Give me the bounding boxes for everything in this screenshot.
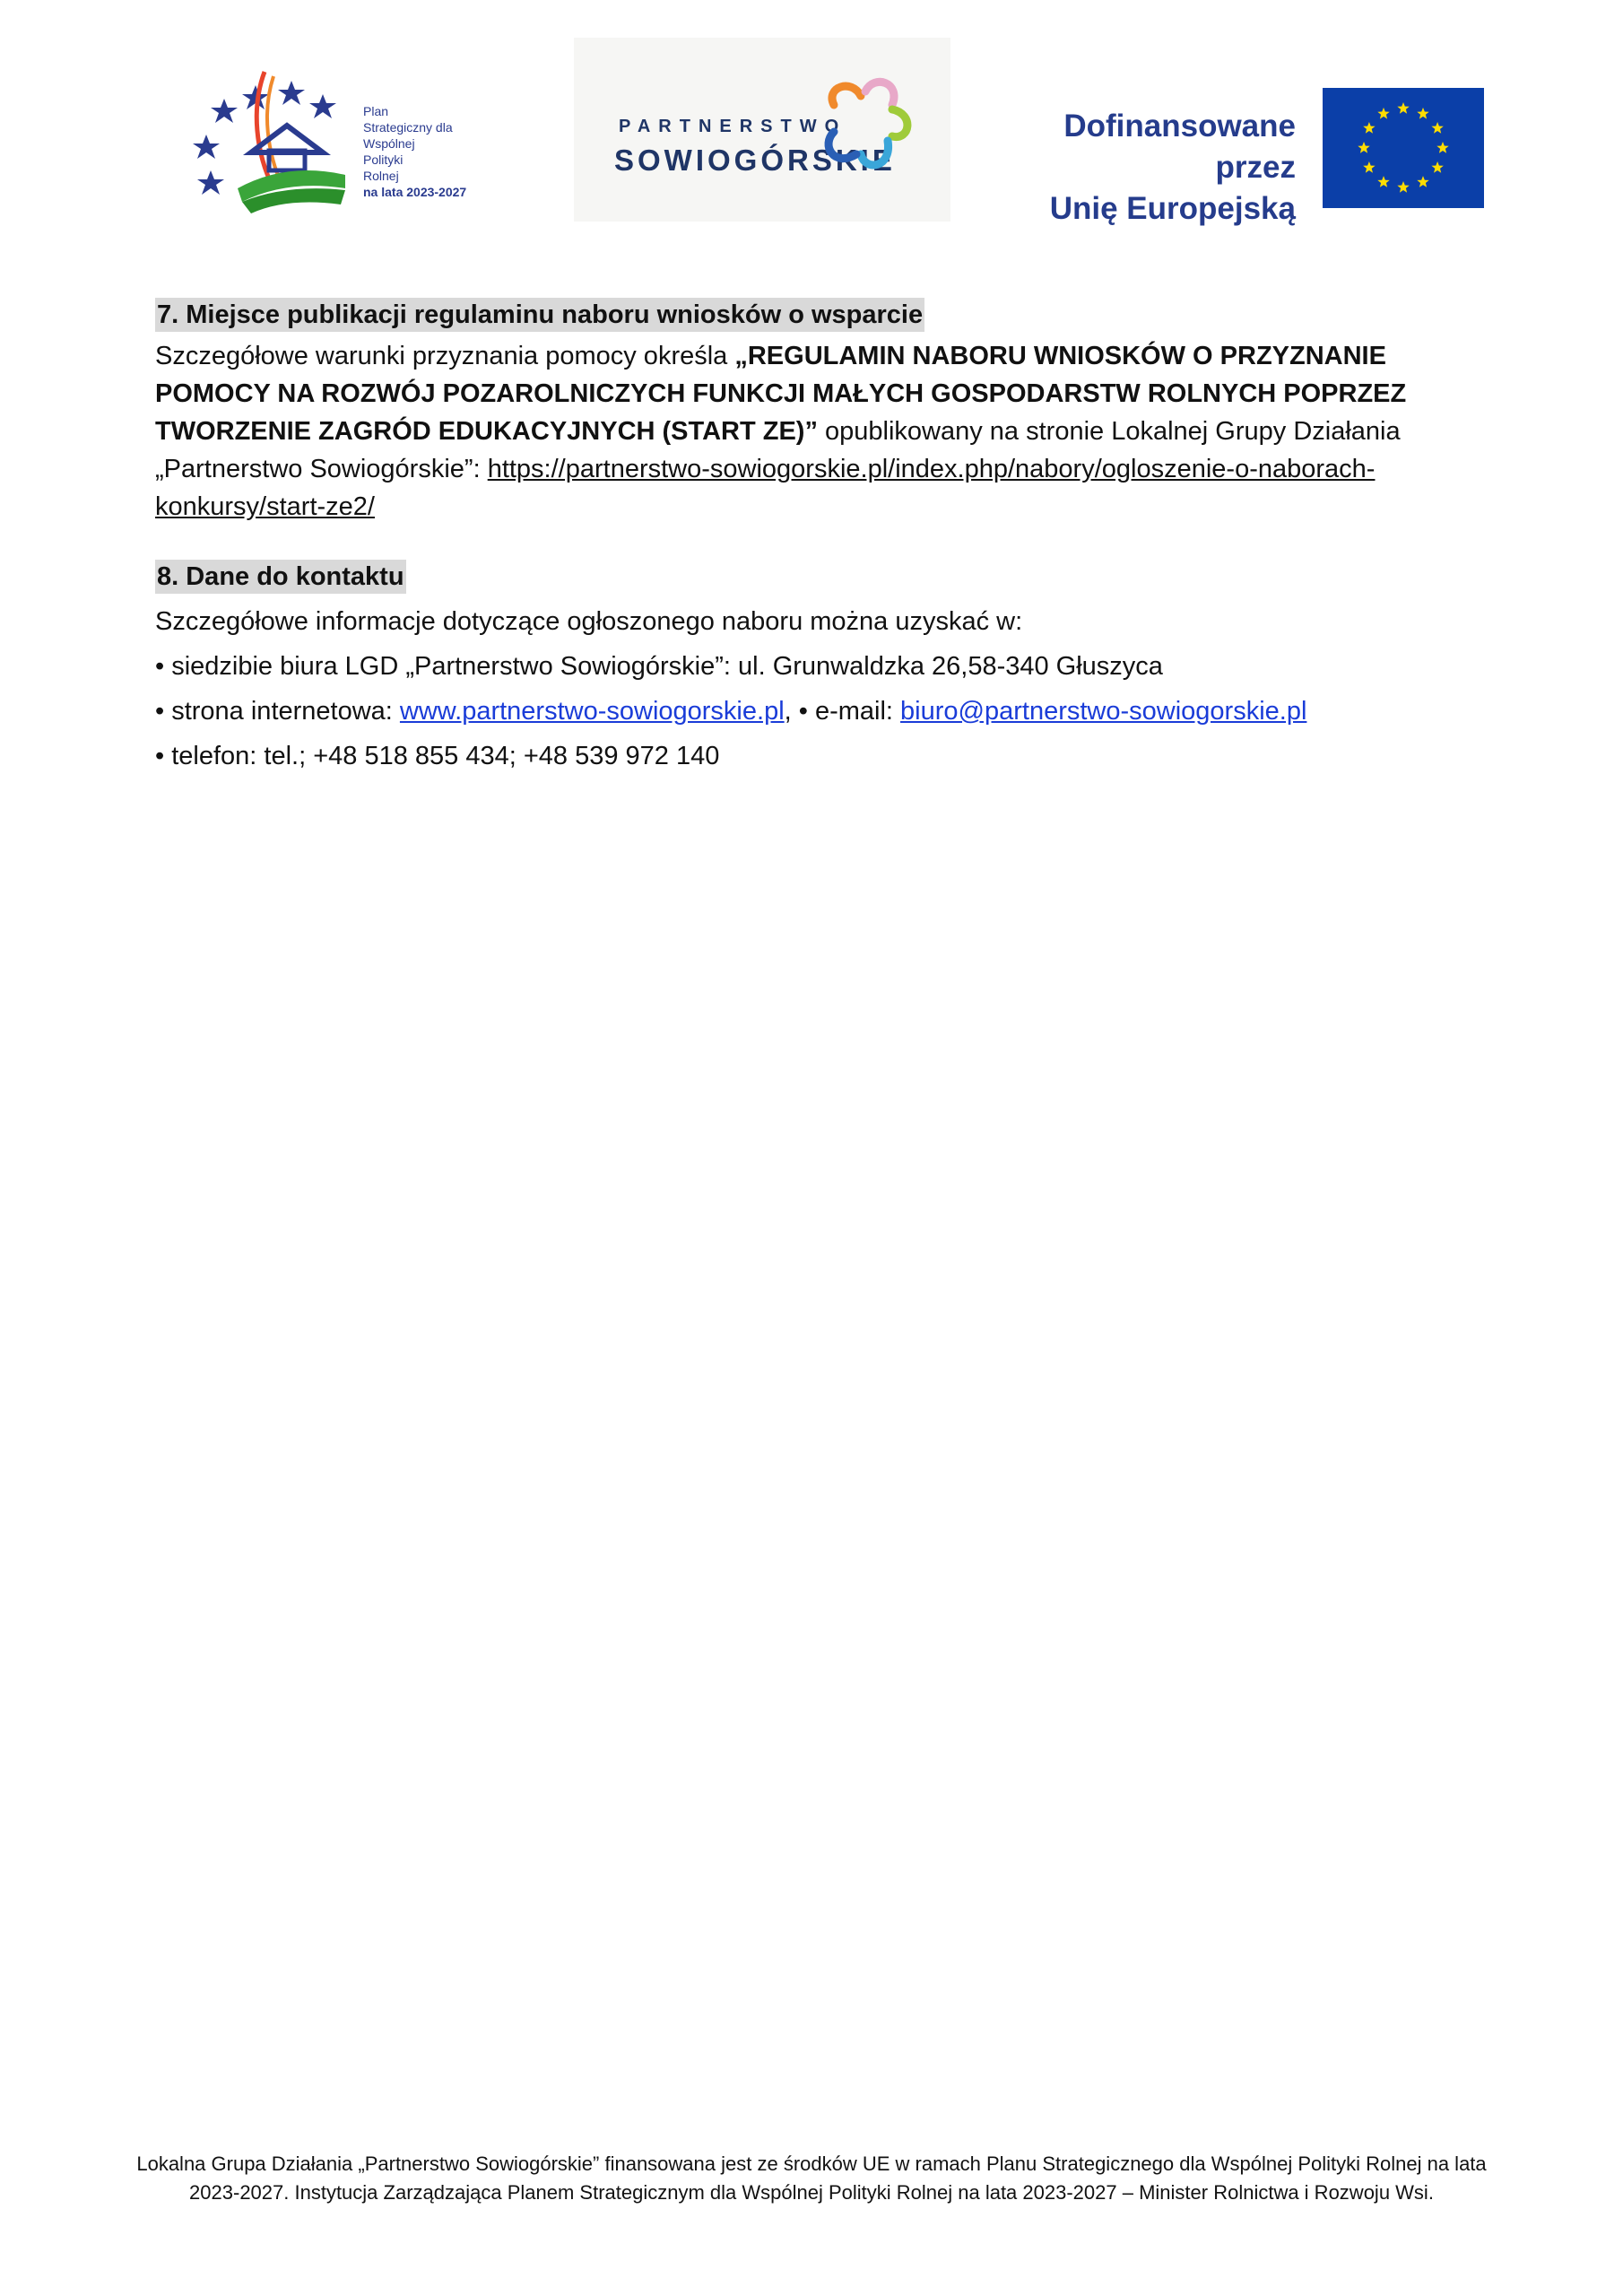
section8 bbox=[155, 558, 1455, 775]
email-link[interactable]: biuro@partnerstwo-sowiogorskie.pl bbox=[900, 697, 1307, 726]
eu-star-icon bbox=[1417, 176, 1428, 187]
partnership-logo-line1: PARTNERSTWO bbox=[619, 117, 847, 136]
web-label: • strona internetowa: bbox=[155, 697, 400, 726]
eu-star-icon bbox=[1397, 181, 1409, 193]
section8-intro: Szczegółowe informacje dotyczące ogłoszonego naboru można uzyskać w: bbox=[155, 607, 1023, 636]
eu-star-icon bbox=[1431, 161, 1443, 173]
phone-line: • telefon: tel.; +48 518 855 434; +48 539 972 140 bbox=[155, 742, 720, 770]
psp-logo-line: Wspólnej bbox=[363, 136, 415, 151]
eu-star-icon bbox=[1377, 176, 1389, 187]
eu-star-icon bbox=[1431, 122, 1443, 134]
web-and-mail-line bbox=[155, 692, 1455, 730]
psp-emblem-icon bbox=[188, 54, 359, 215]
section8-heading: 8. Dane do kontaktu bbox=[155, 560, 406, 594]
eu-flag-icon bbox=[1323, 88, 1484, 208]
psp-logo-line: Rolnej bbox=[363, 169, 399, 183]
eu-funding-text bbox=[986, 106, 1296, 230]
eu-star-icon bbox=[1363, 161, 1375, 173]
psp-logo-text bbox=[363, 103, 466, 200]
section7-heading: 7. Miejsce publikacji regulaminu naboru wniosków o wsparcie bbox=[155, 298, 924, 332]
eu-star-icon bbox=[1358, 142, 1369, 153]
website-link[interactable]: www.partnerstwo-sowiogorskie.pl bbox=[399, 697, 785, 726]
partnership-star-icon bbox=[816, 69, 924, 186]
regulation-title: „REGULAMIN NABORU WNIOSKÓW O PRZYZNANIE POMOCY NA ROZWÓJ POZAROLNICZYCH FUNKCJI MAŁYCH GOSPODARSTW ROLNYCH POPRZEZ TWORZENIE ZAGRÓD EDUKACYJNYCH (START ZE)” bbox=[155, 342, 1407, 446]
office-address: • siedzibie biura LGD „Partnerstwo Sowiogórskie”: ul. Grunwaldzka 26,58-340 Głuszyca bbox=[155, 652, 1163, 681]
eu-funding-line1: Dofinansowane przez bbox=[1063, 109, 1296, 185]
psp-logo-line: Polityki bbox=[363, 152, 404, 167]
eu-star-icon bbox=[1417, 108, 1428, 119]
section7-after-title: opublikowany na stronie Lokalnej Grupy Działania „Partnerstwo Sowiogórskie”: bbox=[155, 417, 1401, 483]
partnership-logo-line2: SOWIOGÓRSKIE bbox=[614, 144, 896, 177]
psp-logo-line: Plan bbox=[363, 104, 389, 118]
eu-stars-icon bbox=[1323, 88, 1484, 208]
regulation-link[interactable]: https://partnerstwo-sowiogorskie.pl/index.php/nabory/ogloszenie-o-naborach-konkursy/start-ze2/ bbox=[155, 455, 1376, 521]
document-body bbox=[155, 296, 1455, 775]
eu-star-icon bbox=[1436, 142, 1448, 153]
psp-logo-line: Strategiczny dla bbox=[363, 120, 453, 135]
section7-intro: Szczegółowe warunki przyznania pomocy określa bbox=[155, 342, 735, 370]
eu-star-icon bbox=[1363, 122, 1375, 134]
eu-funding-line2: Unię Europejską bbox=[1049, 191, 1296, 226]
mail-label: , • e-mail: bbox=[784, 697, 901, 726]
psp-logo-line: na lata 2023-2027 bbox=[363, 185, 467, 199]
eu-star-icon bbox=[1377, 108, 1389, 119]
partnership-logo bbox=[574, 38, 950, 222]
eu-star-icon bbox=[1397, 102, 1409, 114]
section7-paragraph bbox=[155, 337, 1455, 526]
page-footer: Lokalna Grupa Działania „Partnerstwo Sowiogórskie” finansowana jest ze środków UE w ramach Planu Strategicznego dla Wspólnej Polityki Rolnej na lata 2023-2027. Instytucja Zarządzająca Planem Strategicznym dla Wspólnej Polityki Rolnej na lata 2023-2027 – Minister Rolnictwa i Rozwoju Wsi. bbox=[136, 2152, 1487, 2204]
psp-logo bbox=[188, 54, 511, 215]
logo-header bbox=[0, 0, 1623, 242]
